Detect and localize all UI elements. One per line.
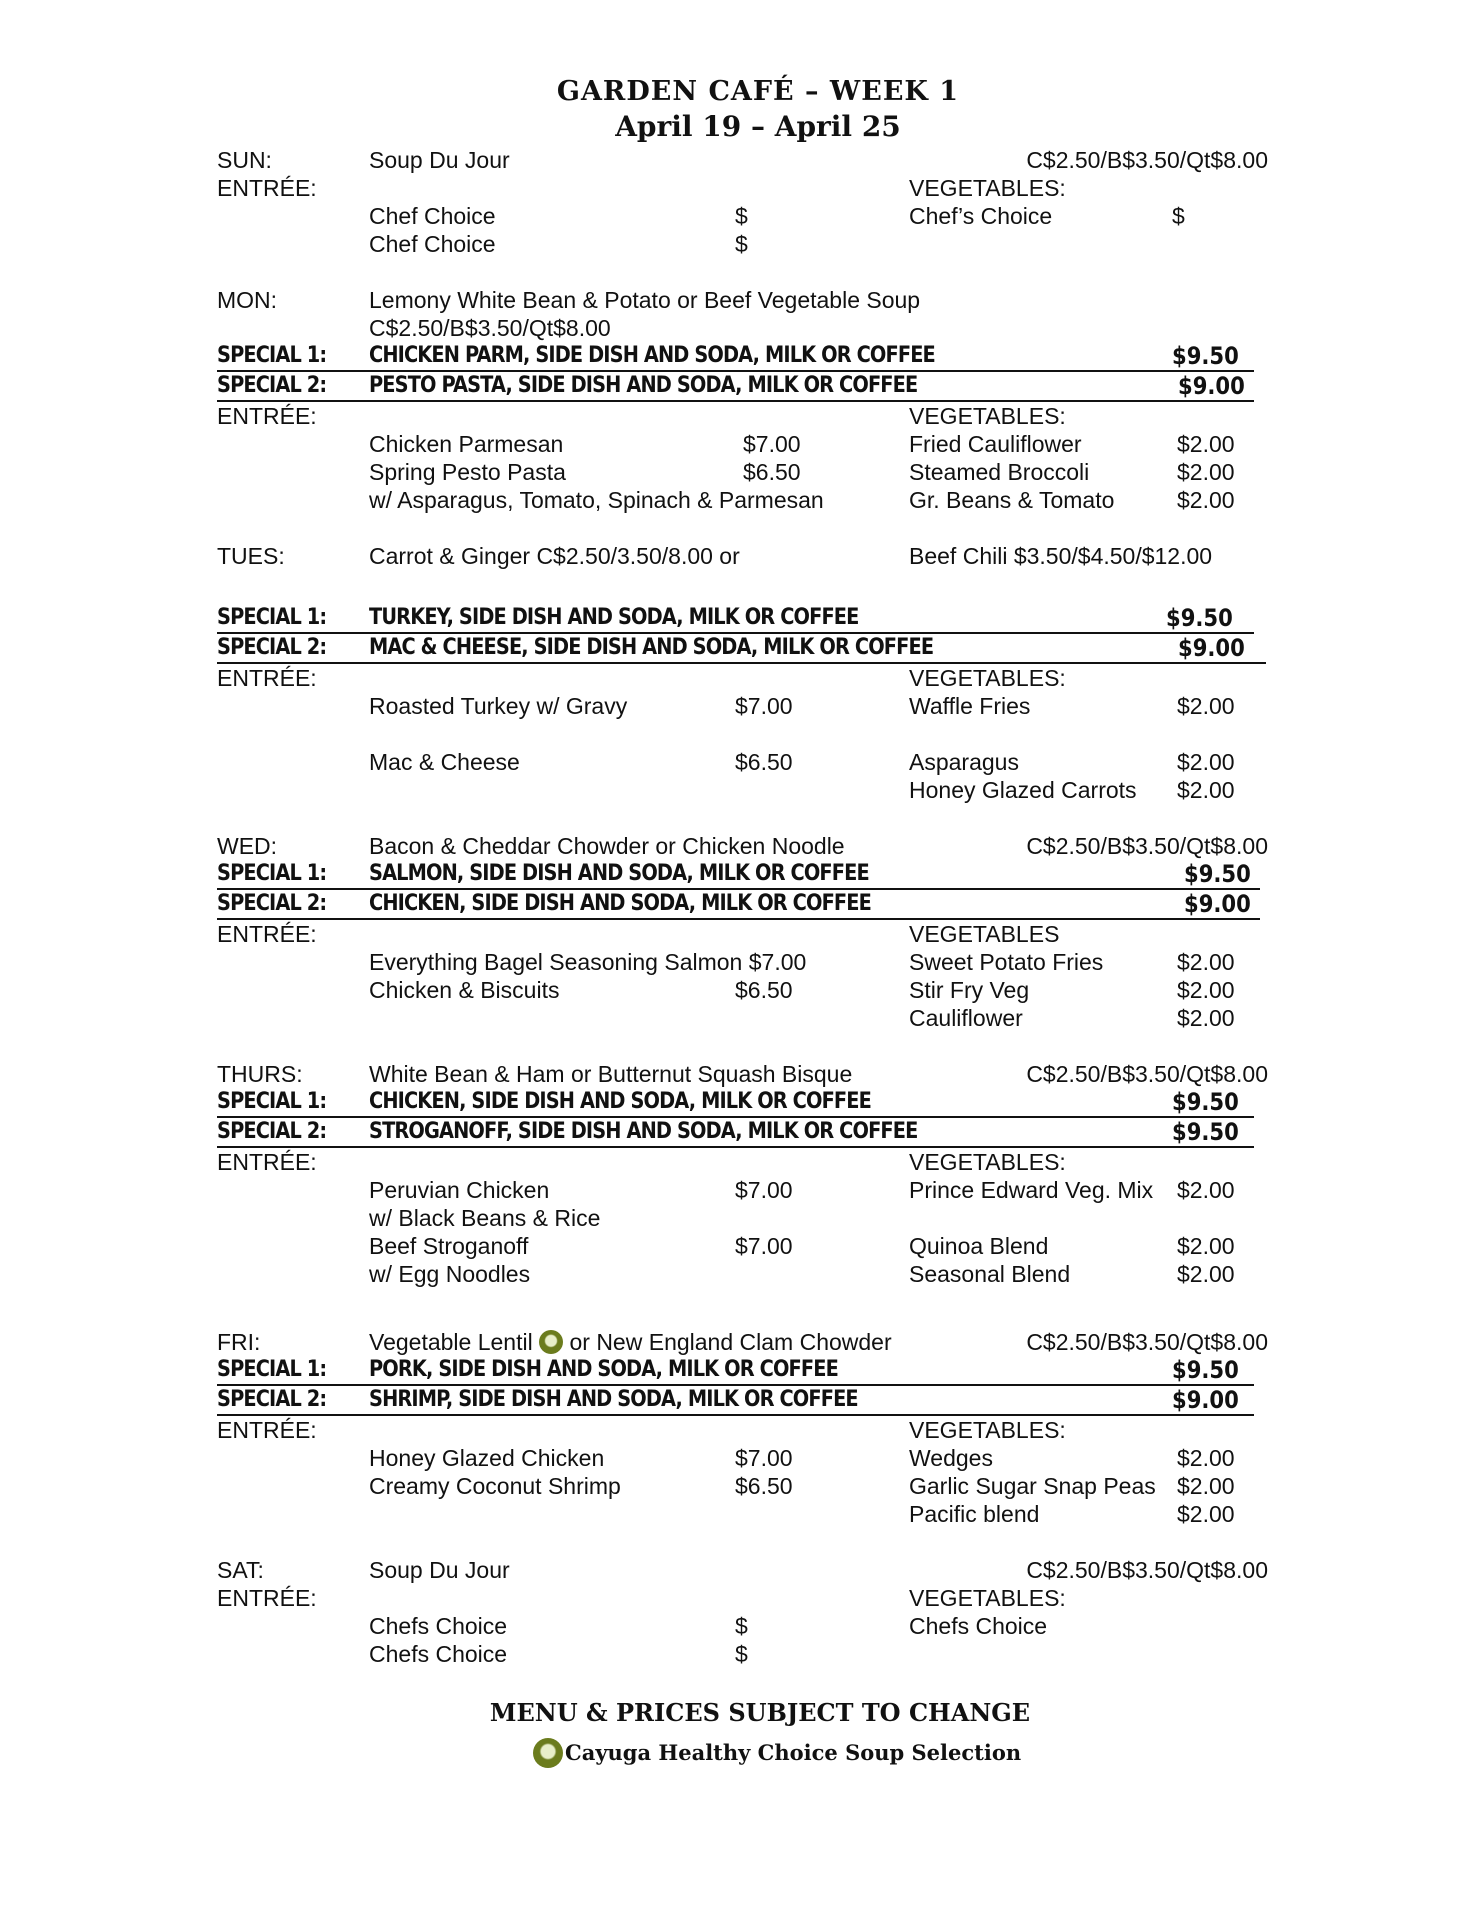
soup-name-alt: or New England Clam Chowder [569, 1329, 892, 1355]
vegetable-name: Fried Cauliflower [909, 431, 1082, 457]
day-label: SAT: [217, 1557, 264, 1583]
special-label: SPECIAL 2: [217, 635, 327, 660]
tues-soup-row [0, 542, 1484, 570]
thurs-soup-row [0, 1060, 1484, 1088]
vegetables-label: VEGETABLES: [909, 1417, 1066, 1443]
vegetable-price: $2.00 [1177, 1005, 1235, 1031]
vegetable-name: Chefs Choice [909, 1613, 1048, 1639]
entree-name: Chef Choice [369, 231, 496, 257]
fri-special-1 [217, 1356, 1254, 1386]
wed-heading-row [0, 920, 1484, 948]
thurs-item-row [0, 1260, 1484, 1288]
wed-special-1 [217, 860, 1260, 890]
fri-heading-row [0, 1416, 1484, 1444]
wed-special-2 [217, 890, 1260, 920]
fri-item-row [0, 1500, 1484, 1528]
special-price: $9.00 [1178, 372, 1245, 400]
day-label: FRI: [217, 1329, 261, 1355]
thurs-special-2 [217, 1118, 1254, 1148]
vegetable-price: $2.00 [1177, 749, 1235, 775]
special-price: $9.50 [1172, 1356, 1239, 1384]
special-label: SPECIAL 2: [217, 373, 327, 398]
entree-label: ENTRÉE: [217, 665, 317, 691]
special-description: CHICKEN PARM, SIDE DISH AND SODA, MILK OR COFFEE [369, 343, 935, 368]
entree-price: $7.00 [735, 1177, 793, 1203]
special-label: SPECIAL 2: [217, 1387, 327, 1412]
vegetable-price: $2.00 [1177, 1473, 1235, 1499]
special-price: $9.00 [1184, 890, 1251, 918]
mon-soup-row [0, 286, 1484, 314]
fri-special-2 [217, 1386, 1254, 1416]
vegetable-name: Sweet Potato Fries [909, 949, 1104, 975]
price-notice: MENU & PRICES SUBJECT TO CHANGE [489, 1698, 1031, 1727]
sun-item-row [0, 230, 1484, 258]
entree-price: $6.50 [735, 1473, 793, 1499]
entree-name: Spring Pesto Pasta [369, 459, 566, 485]
vegetable-name: Waffle Fries [909, 693, 1031, 719]
tues-special-2 [217, 634, 1266, 664]
mon-soup-price-row [0, 314, 1484, 342]
healthy-choice-legend [533, 1738, 1021, 1768]
entree-name: Peruvian Chicken [369, 1177, 550, 1203]
mon-special-2 [217, 372, 1254, 402]
tues-heading-row [0, 664, 1484, 692]
special-label: SPECIAL 1: [217, 861, 327, 886]
tues-item-row [0, 692, 1484, 720]
soup-name: Carrot & Ginger C$2.50/3.50/8.00 or [369, 543, 740, 569]
soup-name: Lemony White Bean & Potato or Beef Vegetable Soup [369, 287, 921, 313]
vegetable-name: Seasonal Blend [909, 1261, 1071, 1287]
special-description: STROGANOFF, SIDE DISH AND SODA, MILK OR COFFEE [369, 1119, 918, 1144]
fri-soup-row [0, 1328, 1484, 1356]
vegetable-name: Gr. Beans & Tomato [909, 487, 1115, 513]
legend-text: Cayuga Healthy Choice Soup Selection [565, 1740, 1022, 1765]
soup-option [369, 1328, 892, 1356]
soup-price: C$2.50/B$3.50/Qt$8.00 [1026, 147, 1268, 173]
date-range: April 19 – April 25 [615, 110, 901, 143]
special-description: CHICKEN, SIDE DISH AND SODA, MILK OR COFFEE [369, 1089, 871, 1114]
wed-item-row [0, 1004, 1484, 1032]
entree-price: $ [735, 1613, 748, 1639]
special-price: $9.00 [1178, 634, 1245, 662]
entree-name: Chicken & Biscuits [369, 977, 560, 1003]
tues-item-row [0, 748, 1484, 776]
entree-label: ENTRÉE: [217, 1417, 317, 1443]
day-label: THURS: [217, 1061, 303, 1087]
soup-name: White Bean & Ham or Butternut Squash Bisque [369, 1061, 853, 1087]
entree-name: Creamy Coconut Shrimp [369, 1473, 621, 1499]
vegetable-name: Quinoa Blend [909, 1233, 1049, 1259]
mon-item-row [0, 486, 1484, 514]
healthy-choice-icon [539, 1330, 563, 1354]
mon-item-row [0, 430, 1484, 458]
vegetable-price: $2.00 [1177, 459, 1235, 485]
special-price: $9.50 [1172, 342, 1239, 370]
soup-price: C$2.50/B$3.50/Qt$8.00 [369, 315, 611, 341]
entree-price: $6.50 [735, 749, 793, 775]
soup-price: C$2.50/B$3.50/Qt$8.00 [1026, 833, 1268, 859]
entree-name: Chef Choice [369, 203, 496, 229]
day-label: MON: [217, 287, 278, 313]
vegetable-name: Pacific blend [909, 1501, 1040, 1527]
day-label: SUN: [217, 147, 272, 173]
entree-note: w/ Black Beans & Rice [369, 1205, 601, 1231]
thurs-item-row [0, 1176, 1484, 1204]
special-description: SHRIMP, SIDE DISH AND SODA, MILK OR COFFEE [369, 1387, 858, 1412]
wed-item-row [0, 948, 1484, 976]
tues-special-1 [217, 604, 1254, 634]
special-label: SPECIAL 1: [217, 343, 327, 368]
page-title: GARDEN CAFÉ – WEEK 1 [556, 76, 960, 107]
vegetable-price: $2.00 [1177, 1261, 1235, 1287]
fri-item-row [0, 1472, 1484, 1500]
thurs-item-row [0, 1232, 1484, 1260]
vegetables-label: VEGETABLES [909, 921, 1060, 947]
special-price: $9.00 [1172, 1386, 1239, 1414]
sat-item-row [0, 1612, 1484, 1640]
entree-price: $7.00 [735, 1233, 793, 1259]
wed-soup-row [0, 832, 1484, 860]
vegetable-name: Prince Edward Veg. Mix [909, 1177, 1154, 1203]
entree-name: Roasted Turkey w/ Gravy [369, 693, 628, 719]
vegetables-label: VEGETABLES: [909, 1149, 1066, 1175]
special-label: SPECIAL 1: [217, 605, 327, 630]
special-price: $9.50 [1184, 860, 1251, 888]
vegetable-name: Cauliflower [909, 1005, 1023, 1031]
vegetable-price: $2.00 [1177, 1501, 1235, 1527]
thurs-item-row [0, 1204, 1484, 1232]
thurs-heading-row [0, 1148, 1484, 1176]
entree-label: ENTRÉE: [217, 403, 317, 429]
soup-price: C$2.50/B$3.50/Qt$8.00 [1026, 1329, 1268, 1355]
sun-heading-row [0, 174, 1484, 202]
vegetable-name: Asparagus [909, 749, 1019, 775]
vegetable-price: $2.00 [1177, 431, 1235, 457]
vegetable-price: $2.00 [1177, 977, 1235, 1003]
entree-name: Beef Stroganoff [369, 1233, 529, 1259]
entree-price: $7.00 [735, 693, 793, 719]
special-description: SALMON, SIDE DISH AND SODA, MILK OR COFFEE [369, 861, 869, 886]
vegetable-name: Honey Glazed Carrots [909, 777, 1137, 803]
soup-name-alt: Beef Chili $3.50/$4.50/$12.00 [909, 543, 1213, 569]
soup-name: Soup Du Jour [369, 1557, 510, 1583]
entree-price: $6.50 [735, 977, 793, 1003]
entree-name: Honey Glazed Chicken [369, 1445, 605, 1471]
weekly-menu [0, 146, 1484, 1668]
special-price: $9.50 [1172, 1088, 1239, 1116]
vegetable-price: $ [1172, 203, 1185, 229]
sun-soup-row [0, 146, 1484, 174]
soup-name: Vegetable Lentil [369, 1329, 533, 1355]
vegetable-name: Steamed Broccoli [909, 459, 1090, 485]
special-price: $9.50 [1172, 1118, 1239, 1146]
entree-note: w/ Asparagus, Tomato, Spinach & Parmesan [369, 487, 824, 513]
wed-item-row [0, 976, 1484, 1004]
entree-note: w/ Egg Noodles [369, 1261, 531, 1287]
entree-label: ENTRÉE: [217, 1149, 317, 1175]
entree-name: Everything Bagel Seasoning Salmon $7.00 [369, 949, 807, 975]
fri-item-row [0, 1444, 1484, 1472]
soup-name: Bacon & Cheddar Chowder or Chicken Noodle [369, 833, 845, 859]
special-label: SPECIAL 1: [217, 1089, 327, 1114]
entree-price: $6.50 [743, 459, 801, 485]
vegetable-price: $2.00 [1177, 487, 1235, 513]
vegetable-name: Stir Fry Veg [909, 977, 1030, 1003]
special-description: TURKEY, SIDE DISH AND SODA, MILK OR COFFEE [369, 605, 859, 630]
soup-price: C$2.50/B$3.50/Qt$8.00 [1026, 1557, 1268, 1583]
vegetable-price: $2.00 [1177, 949, 1235, 975]
vegetable-price: $2.00 [1177, 1445, 1235, 1471]
entree-name: Chefs Choice [369, 1613, 508, 1639]
day-label: TUES: [217, 543, 285, 569]
entree-label: ENTRÉE: [217, 921, 317, 947]
vegetable-price: $2.00 [1177, 1177, 1235, 1203]
vegetable-name: Garlic Sugar Snap Peas [909, 1473, 1156, 1499]
sat-heading-row [0, 1584, 1484, 1612]
vegetable-name: Wedges [909, 1445, 993, 1471]
vegetables-label: VEGETABLES: [909, 175, 1066, 201]
special-description: CHICKEN, SIDE DISH AND SODA, MILK OR COFFEE [369, 891, 871, 916]
entree-price: $7.00 [743, 431, 801, 457]
entree-price: $7.00 [735, 1445, 793, 1471]
mon-item-row [0, 458, 1484, 486]
vegetable-price: $2.00 [1177, 1233, 1235, 1259]
entree-label: ENTRÉE: [217, 175, 317, 201]
vegetable-price: $2.00 [1177, 777, 1235, 803]
entree-price: $ [735, 231, 748, 257]
special-description: PORK, SIDE DISH AND SODA, MILK OR COFFEE [369, 1357, 838, 1382]
entree-name: Mac & Cheese [369, 749, 520, 775]
special-description: PESTO PASTA, SIDE DISH AND SODA, MILK OR COFFEE [369, 373, 918, 398]
entree-price: $ [735, 203, 748, 229]
day-label: WED: [217, 833, 278, 859]
entree-name: Chefs Choice [369, 1641, 508, 1667]
sun-item-row [0, 202, 1484, 230]
healthy-choice-icon [533, 1738, 563, 1768]
special-label: SPECIAL 2: [217, 891, 327, 916]
entree-name: Chicken Parmesan [369, 431, 564, 457]
vegetables-label: VEGETABLES: [909, 403, 1066, 429]
special-label: SPECIAL 2: [217, 1119, 327, 1144]
mon-special-1 [217, 342, 1254, 372]
mon-heading-row [0, 402, 1484, 430]
soup-name: Soup Du Jour [369, 147, 510, 173]
tues-item-row [0, 776, 1484, 804]
vegetables-label: VEGETABLES: [909, 1585, 1066, 1611]
thurs-special-1 [217, 1088, 1254, 1118]
entree-price: $ [735, 1641, 748, 1667]
vegetables-label: VEGETABLES: [909, 665, 1066, 691]
vegetable-price: $2.00 [1177, 693, 1235, 719]
sat-soup-row [0, 1556, 1484, 1584]
special-label: SPECIAL 1: [217, 1357, 327, 1382]
vegetable-name: Chef’s Choice [909, 203, 1053, 229]
entree-label: ENTRÉE: [217, 1585, 317, 1611]
soup-price: C$2.50/B$3.50/Qt$8.00 [1026, 1061, 1268, 1087]
sat-item-row [0, 1640, 1484, 1668]
special-price: $9.50 [1166, 604, 1233, 632]
special-description: MAC & CHEESE, SIDE DISH AND SODA, MILK OR COFFEE [369, 635, 934, 660]
